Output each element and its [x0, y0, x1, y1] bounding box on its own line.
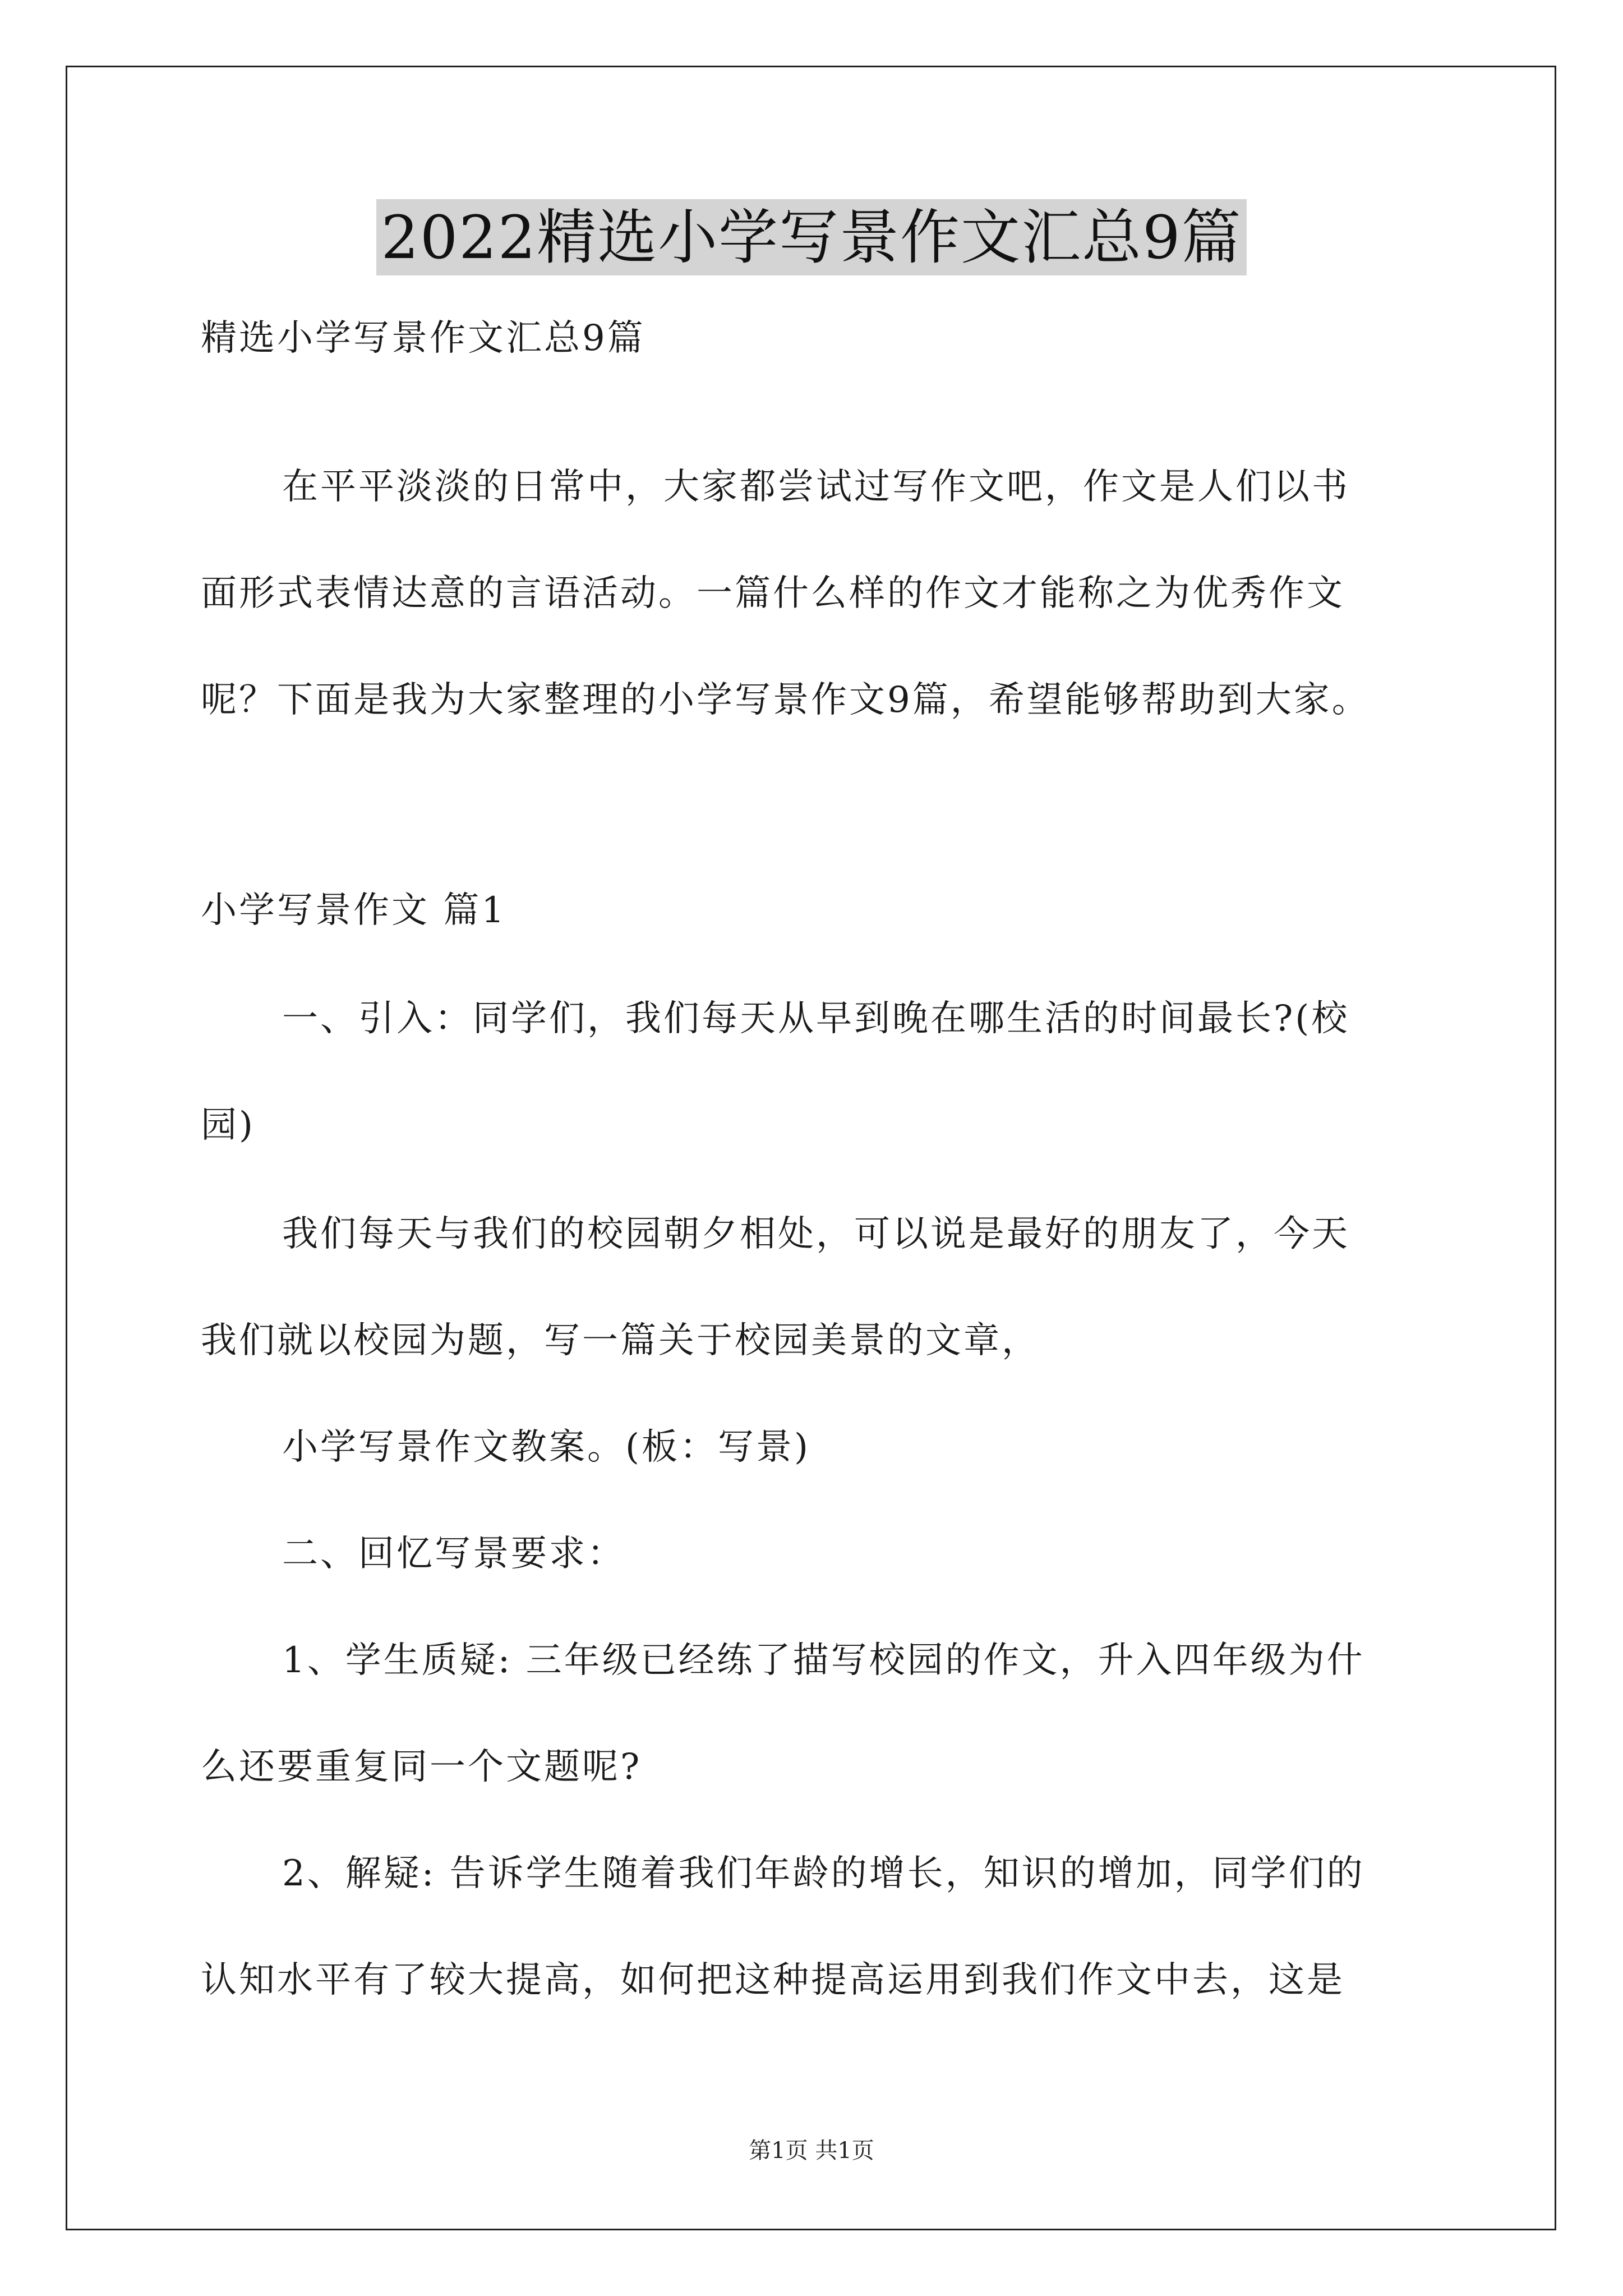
paragraph-line: 么还要重复同一个文题呢? — [201, 1746, 642, 1788]
paragraph-line: 二、回忆写景要求： — [282, 1533, 625, 1575]
paragraph-line: 呢？下面是我为大家整理的小学写景作文9篇，希望能够帮助到大家。 — [201, 679, 1370, 721]
section-heading: 小学写景作文 篇1 — [201, 890, 507, 931]
paragraph-line: 认知水平有了较大提高，如何把这种提高运用到我们作文中去，这是 — [201, 1959, 1345, 2001]
paragraph-line: 2、解疑: 告诉学生随着我们年龄的增长，知识的增加，同学们的 — [282, 1853, 1365, 1894]
paragraph-line: 面形式表情达意的言语活动。一篇什么样的作文才能称之为优秀作文 — [201, 573, 1345, 614]
subtitle-line: 精选小学写景作文汇总9篇 — [201, 318, 645, 359]
paragraph-line: 一、引入：同学们，我们每天从早到晚在哪生活的时间最长?(校 — [282, 998, 1350, 1039]
paragraph-line: 在平平淡淡的日常中，大家都尝试过写作文吧，作文是人们以书 — [282, 466, 1350, 508]
paragraph-line: 我们每天与我们的校园朝夕相处，可以说是最好的朋友了，今天 — [282, 1213, 1350, 1255]
paragraph-line: 园) — [201, 1105, 255, 1146]
paragraph-line: 小学写景作文教案。(板：写景) — [282, 1427, 810, 1468]
title-container — [0, 199, 1623, 275]
document-title: 2022精选小学写景作文汇总9篇 — [376, 199, 1246, 275]
page-border — [66, 66, 1556, 2230]
page-footer: 第1页 共1页 — [749, 2138, 874, 2164]
paragraph-line: 我们就以校园为题，写一篇关于校园美景的文章， — [201, 1320, 1040, 1361]
paragraph-line: 1、学生质疑: 三年级已经练了描写校园的作文，升入四年级为什 — [282, 1640, 1365, 1681]
